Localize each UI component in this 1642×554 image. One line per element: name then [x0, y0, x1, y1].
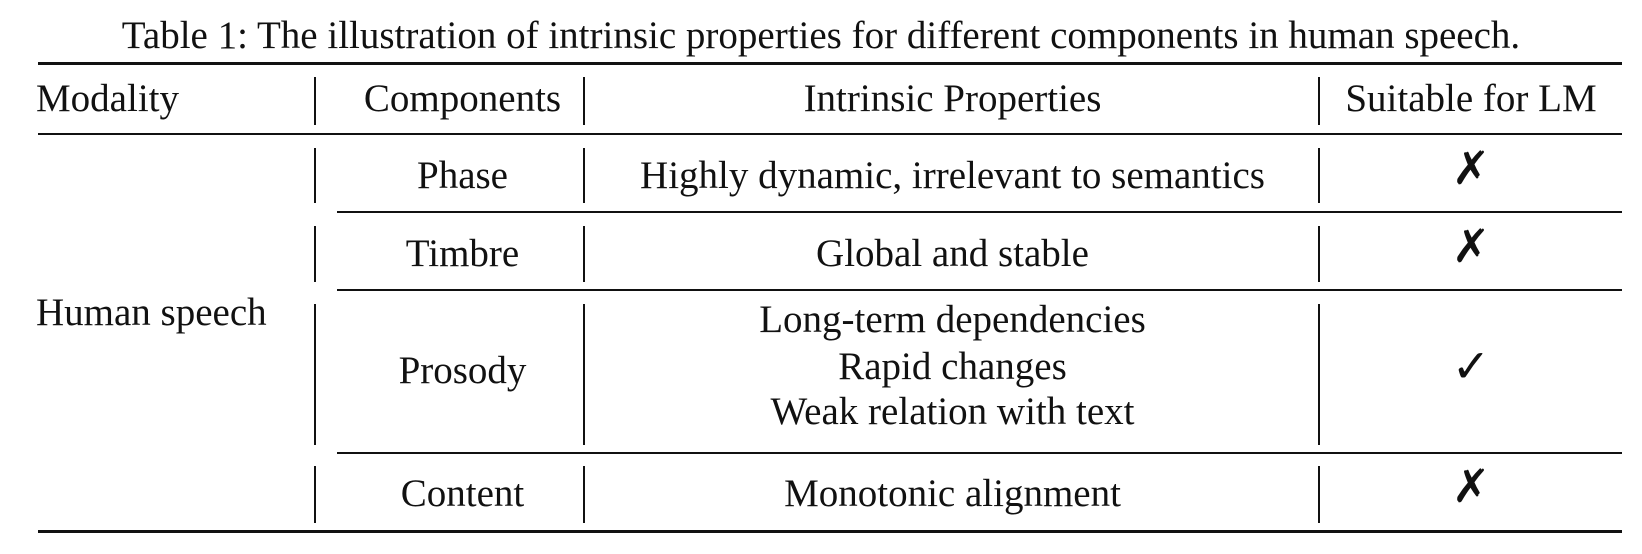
- row-divider: [337, 452, 1622, 454]
- header-components: Components: [363, 77, 562, 120]
- bottom-rule: [38, 530, 1622, 533]
- column-divider: [314, 304, 316, 445]
- component-cell: Timbre: [405, 232, 520, 275]
- modality-cell: Human speech: [36, 291, 267, 334]
- column-divider: [314, 226, 316, 282]
- properties-line: Rapid changes: [838, 345, 1067, 388]
- header-modality: Modality: [36, 77, 179, 120]
- table-caption: Table 1: The illustration of intrinsic properties for different components in human speech.: [121, 14, 1521, 57]
- component-cell: Prosody: [398, 349, 527, 392]
- properties-cell: Highly dynamic, irrelevant to semantics: [640, 154, 1265, 197]
- header-suitable-for-lm: Suitable for LM: [1345, 77, 1597, 120]
- row-divider: [337, 211, 1622, 213]
- properties-line: Weak relation with text: [770, 390, 1135, 433]
- properties-line: Long-term dependencies: [759, 298, 1146, 341]
- cross-mark-icon: ✗: [1451, 459, 1491, 513]
- properties-cell: Monotonic alignment: [784, 472, 1121, 515]
- check-mark-icon: ✓: [1451, 339, 1491, 393]
- column-divider: [314, 466, 316, 523]
- component-cell: Content: [400, 472, 525, 515]
- column-divider: [314, 148, 316, 203]
- component-cell: Phase: [417, 154, 508, 197]
- header-rule: [38, 133, 1622, 135]
- row-divider: [337, 289, 1622, 291]
- properties-cell: Global and stable: [816, 232, 1089, 275]
- top-rule: [38, 62, 1622, 65]
- cross-mark-icon: ✗: [1451, 141, 1491, 195]
- header-intrinsic-properties: Intrinsic Properties: [803, 77, 1102, 120]
- cross-mark-icon: ✗: [1451, 219, 1491, 273]
- column-divider: [314, 77, 316, 125]
